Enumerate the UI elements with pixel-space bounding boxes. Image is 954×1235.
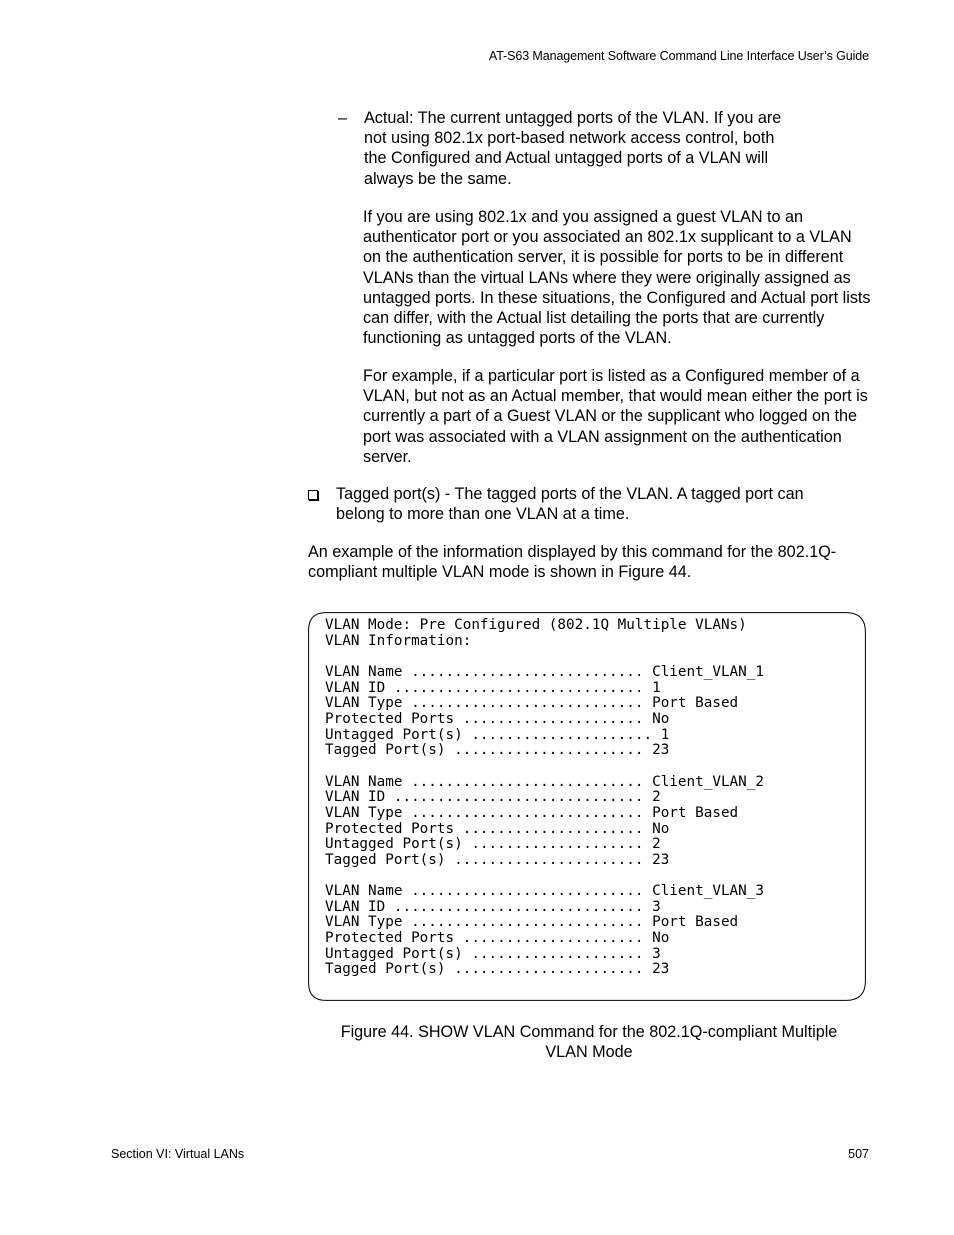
tagged-ports-text: Tagged port(s) - The tagged ports of the VLAN. A tagged port can belong to more than one VLAN at a time. <box>336 485 804 524</box>
paragraph-8021x-guest-vlan: If you are using 802.1x and you assigned a guest VLAN to an authenticator port or you associated an 802.1x supplicant to a VLAN on the authentication server, it is possible for ports to be in different VLANs than the virtual LANs where they were originally assigned as untagged ports. In these situations, the Configured and Actual port lists can differ, with the Actual list detailing the ports that are currently functioning as untagged ports of the VLAN. <box>363 208 871 348</box>
dash-marker: – <box>338 109 348 127</box>
checkbox-bullet-icon <box>308 490 318 500</box>
actual-item-text: Actual: The current untagged ports of the VLAN. If you are not using 802.1x port-based network access control, both the Configured and Actual untagged ports of a VLAN will always be the same. <box>364 109 782 188</box>
running-header: AT-S63 Management Software Command Line Interface User’s Guide <box>488 49 869 63</box>
footer-section: Section VI: Virtual LANs <box>111 1147 245 1161</box>
actual-list-item <box>338 108 788 189</box>
caption-line-1: Figure 44. SHOW VLAN Command for the 802.1Q-compliant Multiple <box>340 1023 838 1041</box>
cli-output: VLAN Mode: Pre Configured (802.1Q Multiple VLANs) VLAN Information: VLAN Name ........................... Client_VLAN_1 VLAN ID ............................. 1 VLAN Type ........................... Port Based Protected Ports ..................... No Untagged Port(s) ..................... 1 Tagged Port(s) ...................... 23 VLAN Name ........................... Client_VLAN_2 VLAN ID ............................. 2 VLAN Type ........................... Port Based Protected Ports ..................... No Untagged Port(s) .................... 2 Tagged Port(s) ...................... 23 VLAN Name ........................... Client_VLAN_3 VLAN ID ............................. 3 VLAN Type ........................... Port Based Protected Ports ..................... No Untagged Port(s) .................... 3 Tagged Port(s) ...................... 23 <box>325 617 764 978</box>
figure-caption <box>310 1022 868 1062</box>
caption-line-2: VLAN Mode <box>545 1043 633 1062</box>
tagged-ports-list-item <box>308 484 848 524</box>
example-intro-paragraph: An example of the information displayed by this command for the 802.1Q-compliant multiple VLAN mode is shown in Figure 44. <box>308 543 837 582</box>
figure-44-code-box <box>308 612 866 1001</box>
page-number: 507 <box>848 1147 869 1161</box>
paragraph-configured-example: For example, if a particular port is listed as a Configured member of a VLAN, but not as an Actual member, that would mean either the port is currently a part of a Guest VLAN or the supplicant who logged on the port was associated with a VLAN assignment on the authentication server. <box>363 367 868 466</box>
